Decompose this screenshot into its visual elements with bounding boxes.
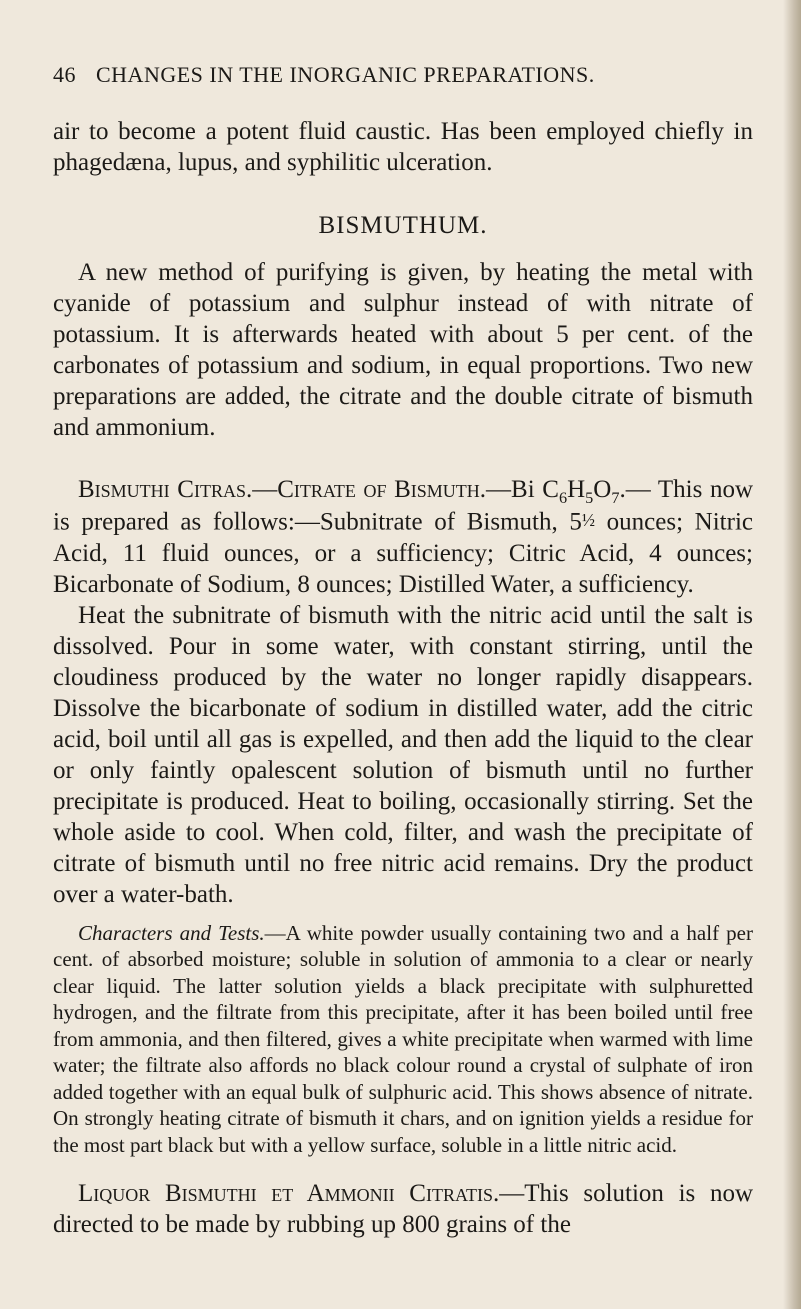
page-number: 46: [53, 62, 76, 87]
formula-h-sub: 5: [585, 489, 594, 507]
bismuthum-paragraph: A new method of purifying is given, by heating the metal with cyanide of potassium and sulphur instead of with nitrate of potassium. It is afterwards heated with about 5 per cent. of the carbonates of potassium and sodium, in equal proportions. Two new preparations are added, the citrate and the double citrate of bismuth and ammonium.: [53, 259, 753, 441]
liquor-paragraph: [53, 1178, 753, 1240]
characters-paragraph: [53, 920, 753, 1159]
formula-h: H: [567, 476, 586, 503]
recipe-text-2: ounces; Nitric Acid, 11 fluid ounces, or a sufficiency; Citric Acid, 4 ounces; Bicarbonate of Sodium, 8 ounces; Distilled Water, a sufficiency.: [53, 508, 753, 598]
method-paragraph: Heat the subnitrate of bismuth with the nitric acid until the salt is dissolved. Pour in some water, with constant stirring, until the cloudiness produced by the water no longer rapidly disappears. Dissolve the bicarbonate of sodium in distilled water, add the citric acid, boil until all gas is expelled, and then add the liquid to the clear or only faintly opalescent solution of bismuth until no further precipitate is produced. Heat to boiling, occasionally stirring. Set the whole aside to cool. When cold, filter, and wash the precipitate of citrate of bismuth until no free nitric acid remains. Dry the product over a water-bath.: [53, 601, 753, 908]
running-header: [53, 62, 753, 88]
recipe-text-1: This now is prepared as follows:—Subnitrate of Bismuth, 5: [53, 476, 754, 536]
running-title: CHANGES IN THE INORGANIC PREPARATIONS.: [96, 62, 595, 87]
formula-prefix: —Bi C: [486, 476, 559, 503]
citras-title: Bismuthi Citras.—Citrate of Bismuth.: [78, 476, 487, 503]
recipe-fraction: ½: [581, 510, 595, 530]
citras-paragraph: [53, 474, 753, 600]
page-edge-shadow: [783, 0, 801, 1309]
formula-o: O: [593, 476, 612, 503]
characters-label: Characters and Tests.: [78, 920, 265, 945]
formula-c-sub: 6: [558, 489, 568, 507]
intro-paragraph: air to become a potent fluid caustic. Has been employed chiefly in phagedæna, lupus, and syphilitic ulceration.: [53, 118, 753, 176]
page-body: [53, 116, 753, 1240]
liquor-text: —This solution is now directed to be made by rubbing up 800 grains of the: [53, 1180, 753, 1238]
section-heading: BISMUTHUM.: [318, 212, 488, 239]
formula-suffix: .—: [619, 476, 651, 503]
characters-text: —A white powder usually containing two and a half per cent. of absorbed moisture; soluble in solution of ammonia to a clear or nearly clear liquid. The latter solution yields a black precipitate with sulphuretted hydrogen, and the filtrate from this precipitate, after it has been boiled until free from ammonia, and then filtered, gives a white precipitate when warmed with lime water; the filtrate also affords no black colour round a crystal of sulphate of iron added together with an equal bulk of sulphuric acid. This shows absence of nitrate. On strongly heating citrate of bismuth it chars, and on ignition yields a residue for the most part black but with a yellow surface, soluble in a little nitric acid.: [53, 920, 753, 1157]
liquor-title: Liquor Bismuthi et Ammonii Citratis.: [78, 1180, 500, 1207]
formula-o-sub: 7: [611, 489, 620, 507]
